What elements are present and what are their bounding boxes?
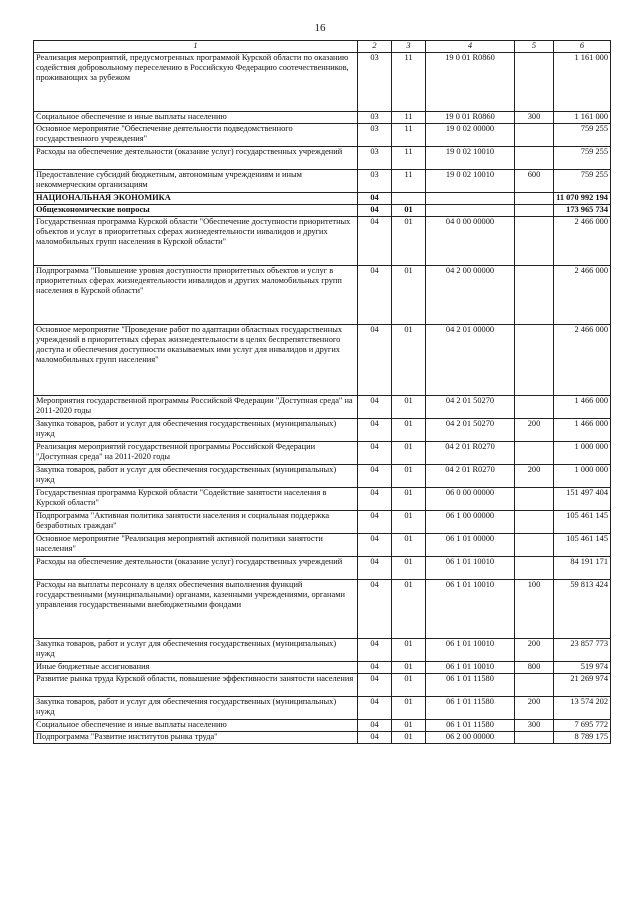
table-row xyxy=(34,419,611,442)
row-target-article: 06 1 01 10010 xyxy=(426,639,515,662)
row-amount: 519 974 xyxy=(554,662,611,674)
row-subsection: 01 xyxy=(392,419,426,442)
row-section: 04 xyxy=(358,465,392,488)
row-amount: 11 070 992 194 xyxy=(554,193,611,205)
row-name: Государственная программа Курской области "Содействие занятости населения в Курской области" xyxy=(34,488,358,511)
row-subsection: 01 xyxy=(392,639,426,662)
row-amount: 21 269 974 xyxy=(554,674,611,697)
row-expense-type xyxy=(515,205,554,217)
row-amount: 84 191 171 xyxy=(554,557,611,580)
row-name: Иные бюджетные ассигнования xyxy=(34,662,358,674)
row-expense-type xyxy=(515,147,554,170)
row-name: Закупка товаров, работ и услуг для обеспечения государственных (муниципальных) нужд xyxy=(34,419,358,442)
table-row xyxy=(34,205,611,217)
row-amount: 8 789 175 xyxy=(554,732,611,744)
row-section: 04 xyxy=(358,580,392,639)
row-section: 04 xyxy=(358,732,392,744)
header-col-amount: 6 xyxy=(554,41,611,53)
row-name: Закупка товаров, работ и услуг для обеспечения государственных (муниципальных) нужд xyxy=(34,697,358,720)
row-target-article: 06 2 00 00000 xyxy=(426,732,515,744)
row-amount: 105 461 145 xyxy=(554,534,611,557)
row-target-article: 06 1 01 11580 xyxy=(426,674,515,697)
row-amount: 2 466 000 xyxy=(554,325,611,396)
table-row xyxy=(34,639,611,662)
table-row xyxy=(34,193,611,205)
row-name: Расходы на выплаты персоналу в целях обеспечения выполнения функций государственными (муниципальными) органами, казенными учреждениями, органами управления государственными внебюджетными фондами xyxy=(34,580,358,639)
table-row xyxy=(34,112,611,124)
row-name: Основное мероприятие "Обеспечение деятельности подведомственного государственного учреждения" xyxy=(34,124,358,147)
row-section: 03 xyxy=(358,124,392,147)
row-section: 04 xyxy=(358,193,392,205)
row-name: Государственная программа Курской области "Обеспечение доступности приоритетных объектов и услуг в приоритетных сферах жизнедеятельности инвалидов и других маломобильных групп населения в Курской области" xyxy=(34,217,358,266)
row-target-article: 06 1 01 11580 xyxy=(426,697,515,720)
row-target-article: 19 0 01 R0860 xyxy=(426,112,515,124)
row-name: Подпрограмма "Активная политика занятости населения и социальная поддержка безработных граждан" xyxy=(34,511,358,534)
row-amount: 759 255 xyxy=(554,147,611,170)
row-expense-type: 300 xyxy=(515,112,554,124)
header-col-subsection: 3 xyxy=(392,41,426,53)
row-expense-type: 200 xyxy=(515,697,554,720)
row-target-article: 06 1 00 00000 xyxy=(426,511,515,534)
row-section: 04 xyxy=(358,205,392,217)
row-subsection: 01 xyxy=(392,266,426,325)
row-subsection: 01 xyxy=(392,325,426,396)
row-target-article: 04 0 00 00000 xyxy=(426,217,515,266)
row-subsection: 01 xyxy=(392,732,426,744)
row-target-article: 04 2 01 R0270 xyxy=(426,442,515,465)
table-row xyxy=(34,720,611,732)
row-expense-type xyxy=(515,557,554,580)
row-expense-type: 200 xyxy=(515,419,554,442)
row-subsection: 01 xyxy=(392,674,426,697)
row-section: 04 xyxy=(358,488,392,511)
row-expense-type xyxy=(515,266,554,325)
row-expense-type: 600 xyxy=(515,170,554,193)
header-col-section: 2 xyxy=(358,41,392,53)
table-row xyxy=(34,396,611,419)
row-target-article: 04 2 00 00000 xyxy=(426,266,515,325)
row-expense-type: 800 xyxy=(515,662,554,674)
row-expense-type: 100 xyxy=(515,580,554,639)
row-subsection: 01 xyxy=(392,534,426,557)
row-amount: 59 813 424 xyxy=(554,580,611,639)
row-target-article: 06 1 01 10010 xyxy=(426,557,515,580)
row-target-article xyxy=(426,193,515,205)
row-name: Основное мероприятие "Реализация мероприятий активной политики занятости населения" xyxy=(34,534,358,557)
row-target-article: 19 0 01 R0860 xyxy=(426,53,515,112)
row-subsection: 01 xyxy=(392,720,426,732)
row-name: Социальное обеспечение и иные выплаты населению xyxy=(34,720,358,732)
budget-table-body xyxy=(34,41,611,744)
row-section: 04 xyxy=(358,557,392,580)
row-amount: 1 161 000 xyxy=(554,53,611,112)
page-number: 16 xyxy=(314,22,326,34)
row-amount: 151 497 404 xyxy=(554,488,611,511)
row-name: Закупка товаров, работ и услуг для обеспечения государственных (муниципальных) нужд xyxy=(34,465,358,488)
row-name: Подпрограмма "Развитие институтов рынка труда" xyxy=(34,732,358,744)
row-subsection: 01 xyxy=(392,442,426,465)
row-section: 04 xyxy=(358,639,392,662)
row-name: Расходы на обеспечение деятельности (оказание услуг) государственных учреждений xyxy=(34,147,358,170)
row-target-article: 06 0 00 00000 xyxy=(426,488,515,511)
row-amount: 2 466 000 xyxy=(554,217,611,266)
row-expense-type xyxy=(515,217,554,266)
row-section: 04 xyxy=(358,674,392,697)
row-amount: 1 000 000 xyxy=(554,442,611,465)
row-name: Расходы на обеспечение деятельности (оказание услуг) государственных учреждений xyxy=(34,557,358,580)
table-row xyxy=(34,488,611,511)
row-subsection: 01 xyxy=(392,488,426,511)
row-subsection: 01 xyxy=(392,511,426,534)
row-expense-type xyxy=(515,732,554,744)
row-name: Общеэкономические вопросы xyxy=(34,205,358,217)
row-target-article: 04 2 01 50270 xyxy=(426,396,515,419)
row-amount: 1 161 000 xyxy=(554,112,611,124)
row-expense-type xyxy=(515,325,554,396)
row-section: 04 xyxy=(358,419,392,442)
row-name: Реализация мероприятий государственной программы Российской Федерации "Доступная среда" на 2011-2020 годы xyxy=(34,442,358,465)
table-row xyxy=(34,465,611,488)
row-section: 04 xyxy=(358,534,392,557)
row-target-article: 19 0 02 10010 xyxy=(426,147,515,170)
header-col-name: 1 xyxy=(34,41,358,53)
row-name: Подпрограмма "Повышение уровня доступности приоритетных объектов и услуг в приоритетных сферах жизнедеятельности инвалидов и других маломобильных групп населения в Курской области" xyxy=(34,266,358,325)
row-amount: 1 466 000 xyxy=(554,396,611,419)
row-target-article: 06 1 01 10010 xyxy=(426,580,515,639)
row-subsection: 01 xyxy=(392,697,426,720)
row-subsection: 01 xyxy=(392,396,426,419)
table-row xyxy=(34,266,611,325)
row-target-article: 06 1 01 10010 xyxy=(426,662,515,674)
row-section: 04 xyxy=(358,325,392,396)
row-expense-type: 300 xyxy=(515,720,554,732)
table-row xyxy=(34,732,611,744)
row-expense-type xyxy=(515,124,554,147)
row-section: 04 xyxy=(358,217,392,266)
row-subsection: 01 xyxy=(392,465,426,488)
table-row xyxy=(34,557,611,580)
row-name: Закупка товаров, работ и услуг для обеспечения государственных (муниципальных) нужд xyxy=(34,639,358,662)
table-row xyxy=(34,697,611,720)
table-row xyxy=(34,534,611,557)
row-amount: 759 255 xyxy=(554,124,611,147)
row-section: 04 xyxy=(358,697,392,720)
row-expense-type xyxy=(515,193,554,205)
row-section: 04 xyxy=(358,266,392,325)
table-row xyxy=(34,147,611,170)
row-subsection xyxy=(392,193,426,205)
row-amount: 105 461 145 xyxy=(554,511,611,534)
row-subsection: 11 xyxy=(392,124,426,147)
budget-table xyxy=(33,40,611,744)
row-section: 04 xyxy=(358,442,392,465)
row-amount: 1 000 000 xyxy=(554,465,611,488)
row-target-article: 19 0 02 10010 xyxy=(426,170,515,193)
row-target-article xyxy=(426,205,515,217)
row-subsection: 01 xyxy=(392,205,426,217)
table-row xyxy=(34,325,611,396)
row-subsection: 11 xyxy=(392,53,426,112)
row-subsection: 11 xyxy=(392,112,426,124)
row-amount: 173 965 734 xyxy=(554,205,611,217)
row-target-article: 04 2 01 R0270 xyxy=(426,465,515,488)
header-col-expense-type: 5 xyxy=(515,41,554,53)
row-subsection: 01 xyxy=(392,557,426,580)
row-name: НАЦИОНАЛЬНАЯ ЭКОНОМИКА xyxy=(34,193,358,205)
row-section: 04 xyxy=(358,511,392,534)
row-subsection: 11 xyxy=(392,170,426,193)
row-target-article: 19 0 02 00000 xyxy=(426,124,515,147)
row-section: 03 xyxy=(358,170,392,193)
row-expense-type: 200 xyxy=(515,465,554,488)
row-name: Предоставление субсидий бюджетным, автономным учреждениям и иным некоммерческим организациям xyxy=(34,170,358,193)
row-section: 04 xyxy=(358,396,392,419)
row-amount: 2 466 000 xyxy=(554,266,611,325)
row-subsection: 01 xyxy=(392,580,426,639)
table-row xyxy=(34,580,611,639)
row-section: 03 xyxy=(358,53,392,112)
row-amount: 13 574 202 xyxy=(554,697,611,720)
row-amount: 23 857 773 xyxy=(554,639,611,662)
header-col-target-article: 4 xyxy=(426,41,515,53)
table-row xyxy=(34,662,611,674)
row-name: Социальное обеспечение и иные выплаты населению xyxy=(34,112,358,124)
row-section: 04 xyxy=(358,662,392,674)
row-name: Основное мероприятие "Проведение работ по адаптации областных государственных учреждений в приоритетных сферах жизнедеятельности в целях беспрепятственного доступа и обеспечения доступности оказываемых ими услуг для инвалидов и других маломобильных групп населения" xyxy=(34,325,358,396)
row-section: 03 xyxy=(358,147,392,170)
row-amount: 1 466 000 xyxy=(554,419,611,442)
row-expense-type xyxy=(515,442,554,465)
row-expense-type xyxy=(515,53,554,112)
row-expense-type: 200 xyxy=(515,639,554,662)
row-name: Реализация мероприятий, предусмотренных программой Курской области по оказанию содействия добровольному переселению в Российскую Федерацию соотечественников, проживающих за рубежом xyxy=(34,53,358,112)
row-target-article: 04 2 01 50270 xyxy=(426,419,515,442)
row-subsection: 01 xyxy=(392,662,426,674)
table-row xyxy=(34,674,611,697)
row-subsection: 01 xyxy=(392,217,426,266)
table-row xyxy=(34,217,611,266)
table-row xyxy=(34,511,611,534)
row-section: 04 xyxy=(358,720,392,732)
row-amount: 759 255 xyxy=(554,170,611,193)
row-expense-type xyxy=(515,511,554,534)
row-expense-type xyxy=(515,488,554,511)
row-target-article: 06 1 01 00000 xyxy=(426,534,515,557)
row-target-article: 06 1 01 11580 xyxy=(426,720,515,732)
row-amount: 7 695 772 xyxy=(554,720,611,732)
row-expense-type xyxy=(515,534,554,557)
row-target-article: 04 2 01 00000 xyxy=(426,325,515,396)
row-name: Развитие рынка труда Курской области, повышение эффективности занятости населения xyxy=(34,674,358,697)
row-expense-type xyxy=(515,674,554,697)
row-subsection: 11 xyxy=(392,147,426,170)
table-header-row xyxy=(34,41,611,53)
row-name: Мероприятия государственной программы Российской Федерации "Доступная среда" на 2011-2020 годы xyxy=(34,396,358,419)
table-row xyxy=(34,53,611,112)
table-row xyxy=(34,442,611,465)
table-row xyxy=(34,124,611,147)
table-row xyxy=(34,170,611,193)
row-section: 03 xyxy=(358,112,392,124)
row-expense-type xyxy=(515,396,554,419)
